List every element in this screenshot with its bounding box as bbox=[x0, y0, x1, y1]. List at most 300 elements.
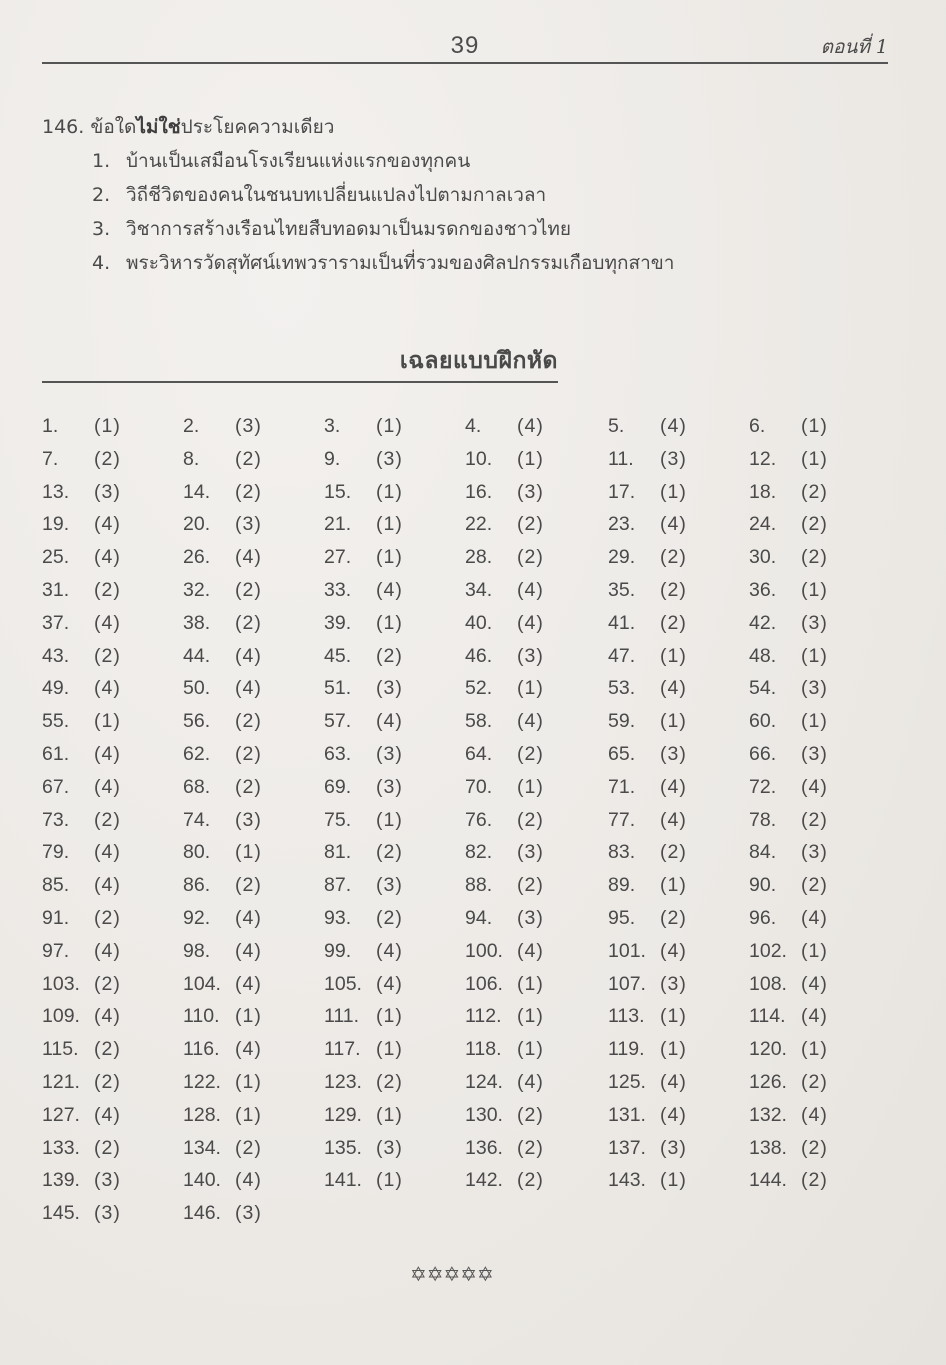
answer-item bbox=[608, 1038, 749, 1071]
answer-choice: (4) bbox=[801, 972, 828, 995]
answer-choice: (4) bbox=[94, 742, 121, 765]
answer-item bbox=[749, 940, 890, 973]
answer-choice: (1) bbox=[801, 415, 828, 437]
answer-question-number: 15. bbox=[324, 480, 352, 503]
answer-question-number: 79. bbox=[42, 841, 70, 864]
answer-item bbox=[608, 940, 749, 973]
answer-choice: (2) bbox=[517, 546, 544, 569]
answer-item bbox=[324, 1137, 465, 1170]
answer-item bbox=[749, 448, 890, 481]
answer-choice: (4) bbox=[660, 775, 687, 798]
answer-question-number: 20. bbox=[183, 513, 211, 536]
answer-choice: (4) bbox=[660, 1070, 687, 1093]
answer-item bbox=[42, 776, 183, 809]
answer-choice: (2) bbox=[801, 513, 828, 536]
answer-choice: (3) bbox=[94, 1202, 121, 1225]
choice-list bbox=[42, 144, 802, 280]
answer-item bbox=[183, 710, 324, 743]
answer-item bbox=[465, 973, 608, 1006]
answer-choice: (1) bbox=[517, 972, 544, 995]
answer-item bbox=[183, 776, 324, 809]
answer-question-number: 10. bbox=[465, 447, 493, 470]
answer-item bbox=[465, 809, 608, 842]
answer-question-number: 91. bbox=[42, 906, 70, 929]
answer-question-number: 69. bbox=[324, 775, 352, 798]
answer-choice: (2) bbox=[517, 1169, 544, 1192]
answer-item bbox=[749, 645, 890, 678]
answer-question-number: 46. bbox=[465, 644, 493, 667]
answer-choice: (2) bbox=[517, 513, 544, 536]
answer-item bbox=[324, 874, 465, 907]
choice-number: 3. bbox=[92, 218, 111, 240]
answer-item bbox=[608, 612, 749, 645]
answer-choice: (1) bbox=[235, 841, 262, 864]
answer-question-number: 112. bbox=[465, 1005, 502, 1028]
answer-item bbox=[324, 1038, 465, 1071]
answer-item bbox=[608, 743, 749, 776]
answer-question-number: 121. bbox=[42, 1070, 80, 1093]
answer-choice: (4) bbox=[235, 939, 262, 962]
answer-item bbox=[465, 1104, 608, 1137]
answer-item bbox=[183, 448, 324, 481]
choice-1 bbox=[42, 144, 802, 178]
answer-choice: (2) bbox=[94, 1136, 121, 1159]
answer-question-number: 122. bbox=[183, 1070, 221, 1093]
answer-item bbox=[42, 481, 183, 514]
answer-question-number: 87. bbox=[324, 874, 352, 897]
answer-question-number: 108. bbox=[749, 972, 787, 995]
answer-item bbox=[183, 907, 324, 940]
answer-question-number: 27. bbox=[324, 546, 352, 569]
answer-item bbox=[324, 677, 465, 710]
answer-choice: (2) bbox=[517, 808, 544, 831]
answer-choice: (2) bbox=[517, 1103, 544, 1126]
answer-choice: (1) bbox=[801, 578, 828, 601]
answer-item bbox=[183, 546, 324, 579]
answer-item bbox=[465, 677, 608, 710]
answer-choice: (2) bbox=[660, 841, 687, 864]
answer-choice: (1) bbox=[517, 775, 544, 798]
answer-question-number: 59. bbox=[608, 710, 636, 733]
answer-choice: (2) bbox=[235, 742, 262, 765]
answer-choice: (4) bbox=[660, 677, 687, 700]
answer-item bbox=[42, 710, 183, 743]
answer-item bbox=[749, 1071, 890, 1104]
answer-question-number: 106. bbox=[465, 972, 503, 995]
answer-choice: (2) bbox=[517, 1136, 544, 1159]
answer-choice: (1) bbox=[660, 1005, 687, 1028]
answer-item bbox=[42, 973, 183, 1006]
answer-item bbox=[608, 776, 749, 809]
choice-text: วิถีชีวิตของคนในชนบทเปลี่ยนแปลงไปตามกาลเวลา bbox=[126, 184, 547, 206]
answer-item bbox=[608, 1169, 749, 1202]
answer-question-number: 97. bbox=[42, 939, 70, 962]
answer-item bbox=[183, 1005, 324, 1038]
answer-question-number: 50. bbox=[183, 677, 211, 700]
answer-choice: (4) bbox=[94, 1005, 121, 1028]
answer-item bbox=[465, 907, 608, 940]
answer-question-number: 143. bbox=[608, 1169, 646, 1192]
answer-choice: (1) bbox=[94, 710, 121, 733]
answer-item bbox=[324, 776, 465, 809]
answer-question-number: 22. bbox=[465, 513, 493, 536]
answer-choice: (2) bbox=[801, 1136, 828, 1159]
answer-item bbox=[324, 809, 465, 842]
answer-question-number: 68. bbox=[183, 775, 211, 798]
answer-question-number: 107. bbox=[608, 972, 646, 995]
answer-question-number: 14. bbox=[183, 480, 211, 503]
answer-choice: (3) bbox=[801, 841, 828, 864]
section-label: ตอนที่ 1 bbox=[820, 36, 888, 58]
answer-choice: (4) bbox=[517, 939, 544, 962]
answer-item bbox=[42, 874, 183, 907]
answer-item bbox=[465, 1038, 608, 1071]
answer-question-number: 144. bbox=[749, 1169, 787, 1192]
answer-choice: (1) bbox=[660, 874, 687, 897]
answer-choice: (3) bbox=[517, 906, 544, 929]
choice-number: 4. bbox=[92, 252, 111, 274]
answer-choice: (3) bbox=[235, 1202, 262, 1225]
answer-question-number: 40. bbox=[465, 611, 493, 634]
answer-choice: (1) bbox=[235, 1070, 262, 1093]
answer-question-number: 86. bbox=[183, 874, 211, 897]
answer-question-number: 37. bbox=[42, 611, 70, 634]
answer-choice: (1) bbox=[517, 1038, 544, 1061]
answer-item bbox=[465, 710, 608, 743]
answer-item bbox=[749, 1137, 890, 1170]
answer-choice: (1) bbox=[376, 611, 403, 634]
answer-choice: (4) bbox=[94, 841, 121, 864]
answer-item bbox=[183, 809, 324, 842]
answer-choice: (4) bbox=[94, 939, 121, 962]
answer-choice: (3) bbox=[660, 447, 687, 470]
answer-item bbox=[42, 645, 183, 678]
answer-question-number: 23. bbox=[608, 513, 636, 536]
answer-item bbox=[42, 448, 183, 481]
answer-question-number: 53. bbox=[608, 677, 636, 700]
answer-question-number: 41. bbox=[608, 611, 636, 634]
answer-question-number: 111. bbox=[324, 1005, 360, 1028]
answer-question-number: 38. bbox=[183, 611, 211, 634]
answer-choice: (3) bbox=[235, 808, 262, 831]
answer-choice: (3) bbox=[235, 415, 262, 437]
answer-question-number: 74. bbox=[183, 808, 211, 831]
answer-question-number: 88. bbox=[465, 874, 493, 897]
answer-item bbox=[42, 907, 183, 940]
answer-question-number: 36. bbox=[749, 578, 777, 601]
answer-question-number: 18. bbox=[749, 480, 777, 503]
answer-question-number: 100. bbox=[465, 939, 503, 962]
answer-choice: (2) bbox=[801, 808, 828, 831]
answer-item bbox=[608, 907, 749, 940]
answer-question-number: 70. bbox=[465, 775, 493, 798]
answer-item bbox=[749, 743, 890, 776]
answer-question-number: 11. bbox=[608, 447, 634, 470]
answer-item bbox=[465, 415, 608, 448]
answer-item bbox=[749, 1005, 890, 1038]
answer-choice: (3) bbox=[376, 447, 403, 470]
choice-text: บ้านเป็นเสมือนโรงเรียนแห่งแรกของทุกคน bbox=[126, 150, 471, 172]
answer-item bbox=[324, 1071, 465, 1104]
answer-choice: (2) bbox=[660, 906, 687, 929]
answer-question-number: 99. bbox=[324, 939, 352, 962]
answer-item bbox=[608, 546, 749, 579]
answer-choice: (1) bbox=[376, 513, 403, 536]
answer-choice: (4) bbox=[235, 1038, 262, 1061]
answer-choice: (2) bbox=[517, 874, 544, 897]
answer-item bbox=[324, 579, 465, 612]
answer-item bbox=[465, 612, 608, 645]
answer-question-number: 49. bbox=[42, 677, 70, 700]
answer-choice: (3) bbox=[517, 480, 544, 503]
answer-choice: (4) bbox=[376, 972, 403, 995]
answer-choice: (2) bbox=[660, 578, 687, 601]
answer-choice: (1) bbox=[517, 1005, 544, 1028]
answer-choice: (3) bbox=[660, 972, 687, 995]
answer-choice: (4) bbox=[660, 513, 687, 536]
answer-question-number: 133. bbox=[42, 1136, 80, 1159]
answer-question-number: 61. bbox=[42, 742, 70, 765]
answer-item bbox=[324, 1169, 465, 1202]
answer-item bbox=[465, 1169, 608, 1202]
answer-choice: (1) bbox=[801, 644, 828, 667]
answer-question-number: 71. bbox=[608, 775, 636, 798]
answer-choice: (4) bbox=[517, 1070, 544, 1093]
answer-item bbox=[183, 1137, 324, 1170]
answer-choice: (1) bbox=[517, 447, 544, 470]
answer-question-number: 129. bbox=[324, 1103, 362, 1126]
answer-question-number: 84. bbox=[749, 841, 777, 864]
answer-choice: (4) bbox=[376, 710, 403, 733]
answer-item bbox=[749, 874, 890, 907]
answer-item bbox=[749, 1169, 890, 1202]
answer-choice: (4) bbox=[235, 644, 262, 667]
answer-item bbox=[608, 448, 749, 481]
answer-choice: (2) bbox=[235, 874, 262, 897]
answer-question-number: 29. bbox=[608, 546, 636, 569]
answer-choice: (4) bbox=[801, 1103, 828, 1126]
answer-choice: (4) bbox=[94, 513, 121, 536]
answer-choice: (4) bbox=[235, 546, 262, 569]
answer-question-number: 17. bbox=[608, 480, 636, 503]
answer-question-number: 57. bbox=[324, 710, 352, 733]
answer-choice: (1) bbox=[376, 546, 403, 569]
answer-question-number: 136. bbox=[465, 1136, 503, 1159]
answer-choice: (1) bbox=[376, 1038, 403, 1061]
answer-question-number: 135. bbox=[324, 1136, 362, 1159]
answer-item bbox=[324, 645, 465, 678]
answer-question-number: 34. bbox=[465, 578, 493, 601]
answer-item bbox=[42, 743, 183, 776]
answer-choice: (2) bbox=[235, 611, 262, 634]
answer-choice: (3) bbox=[94, 1169, 121, 1192]
answer-question-number: 35. bbox=[608, 578, 636, 601]
answer-question-number: 145. bbox=[42, 1202, 80, 1225]
answer-question-number: 62. bbox=[183, 742, 211, 765]
answer-question-number: 6. bbox=[749, 415, 766, 437]
answer-item bbox=[42, 1038, 183, 1071]
answer-choice: (3) bbox=[94, 480, 121, 503]
answer-choice: (2) bbox=[94, 1070, 121, 1093]
answer-choice: (1) bbox=[660, 1038, 687, 1061]
question-stem bbox=[42, 110, 802, 144]
answer-question-number: 125. bbox=[608, 1070, 646, 1093]
answer-choice: (1) bbox=[376, 1005, 403, 1028]
answer-question-number: 76. bbox=[465, 808, 493, 831]
answer-item bbox=[183, 1038, 324, 1071]
answer-question-number: 66. bbox=[749, 742, 777, 765]
answer-key-title-underline bbox=[42, 381, 558, 383]
answer-choice: (2) bbox=[376, 906, 403, 929]
answer-item bbox=[465, 940, 608, 973]
answer-choice: (3) bbox=[660, 742, 687, 765]
answer-item bbox=[608, 710, 749, 743]
answer-question-number: 4. bbox=[465, 415, 482, 437]
answer-question-number: 1. bbox=[42, 415, 59, 437]
answer-question-number: 16. bbox=[465, 480, 493, 503]
answer-item bbox=[465, 513, 608, 546]
answer-choice: (2) bbox=[660, 546, 687, 569]
answer-choice: (3) bbox=[517, 841, 544, 864]
choice-2 bbox=[42, 178, 802, 212]
answer-choice: (3) bbox=[376, 775, 403, 798]
answer-item bbox=[183, 1104, 324, 1137]
answer-item bbox=[465, 1137, 608, 1170]
answer-item bbox=[608, 579, 749, 612]
answer-question-number: 63. bbox=[324, 742, 352, 765]
answer-question-number: 130. bbox=[465, 1103, 503, 1126]
choice-number: 1. bbox=[92, 150, 111, 172]
answer-choice: (2) bbox=[801, 546, 828, 569]
answer-question-number: 52. bbox=[465, 677, 493, 700]
answer-question-number: 120. bbox=[749, 1038, 787, 1061]
answer-choice: (1) bbox=[376, 480, 403, 503]
answer-question-number: 9. bbox=[324, 447, 341, 470]
answer-question-number: 113. bbox=[608, 1005, 645, 1028]
answer-question-number: 78. bbox=[749, 808, 777, 831]
answer-question-number: 67. bbox=[42, 775, 70, 798]
answer-choice: (2) bbox=[801, 480, 828, 503]
answer-question-number: 77. bbox=[608, 808, 636, 831]
answer-question-number: 72. bbox=[749, 775, 777, 798]
answer-question-number: 89. bbox=[608, 874, 636, 897]
answer-item bbox=[465, 743, 608, 776]
answer-item bbox=[183, 940, 324, 973]
answer-choice: (1) bbox=[376, 1169, 403, 1192]
choice-text: พระวิหารวัดสุทัศน์เทพวรารามเป็นที่รวมของศิลปกรรมเกือบทุกสาขา bbox=[126, 252, 675, 274]
answer-question-number: 126. bbox=[749, 1070, 787, 1093]
answer-question-number: 102. bbox=[749, 939, 787, 962]
answer-item bbox=[42, 1005, 183, 1038]
answer-choice: (1) bbox=[517, 677, 544, 700]
answer-choice: (1) bbox=[235, 1005, 262, 1028]
answer-item bbox=[465, 481, 608, 514]
answer-question-number: 123. bbox=[324, 1070, 362, 1093]
answer-item bbox=[749, 415, 890, 448]
answer-choice: (3) bbox=[376, 1136, 403, 1159]
answer-choice: (1) bbox=[376, 808, 403, 831]
answer-item bbox=[749, 513, 890, 546]
answer-choice: (4) bbox=[235, 677, 262, 700]
answer-choice: (4) bbox=[517, 710, 544, 733]
answer-question-number: 104. bbox=[183, 972, 221, 995]
answer-question-number: 60. bbox=[749, 710, 777, 733]
answer-item bbox=[749, 612, 890, 645]
answer-item bbox=[324, 940, 465, 973]
answer-choice: (3) bbox=[235, 513, 262, 536]
answer-question-number: 96. bbox=[749, 906, 777, 929]
answer-item bbox=[324, 973, 465, 1006]
answer-item bbox=[183, 1071, 324, 1104]
answer-question-number: 58. bbox=[465, 710, 493, 733]
answer-question-number: 118. bbox=[465, 1038, 502, 1061]
answer-question-number: 42. bbox=[749, 611, 777, 634]
answer-item bbox=[324, 710, 465, 743]
answer-question-number: 21. bbox=[324, 513, 352, 536]
answer-choice: (2) bbox=[660, 611, 687, 634]
answer-item bbox=[749, 481, 890, 514]
answer-item bbox=[324, 546, 465, 579]
answer-item bbox=[42, 1137, 183, 1170]
answer-choice: (4) bbox=[517, 415, 544, 437]
answer-item bbox=[324, 1005, 465, 1038]
answer-choice: (1) bbox=[660, 480, 687, 503]
answer-question-number: 54. bbox=[749, 677, 777, 700]
answer-item bbox=[749, 1038, 890, 1071]
answer-item bbox=[749, 677, 890, 710]
answer-choice: (3) bbox=[376, 874, 403, 897]
answer-item bbox=[608, 973, 749, 1006]
answer-choice: (2) bbox=[376, 841, 403, 864]
answer-question-number: 141. bbox=[324, 1169, 362, 1192]
answer-question-number: 19. bbox=[42, 513, 70, 536]
answer-choice: (3) bbox=[660, 1136, 687, 1159]
answer-question-number: 146. bbox=[183, 1202, 221, 1225]
answer-choice: (4) bbox=[517, 611, 544, 634]
answer-choice: (1) bbox=[660, 710, 687, 733]
answer-choice: (2) bbox=[801, 1070, 828, 1093]
answer-question-number: 109. bbox=[42, 1005, 80, 1028]
answer-question-number: 43. bbox=[42, 644, 70, 667]
answer-question-number: 26. bbox=[183, 546, 211, 569]
answer-question-number: 132. bbox=[749, 1103, 787, 1126]
answer-item bbox=[465, 546, 608, 579]
answer-item bbox=[324, 481, 465, 514]
answer-item bbox=[42, 1071, 183, 1104]
answer-question-number: 56. bbox=[183, 710, 211, 733]
answer-choice: (4) bbox=[801, 906, 828, 929]
answer-question-number: 93. bbox=[324, 906, 352, 929]
answer-item bbox=[183, 415, 324, 448]
answer-choice: (2) bbox=[801, 1169, 828, 1192]
answer-item bbox=[749, 973, 890, 1006]
answer-item bbox=[324, 448, 465, 481]
answer-question-number: 119. bbox=[608, 1038, 645, 1061]
answer-question-number: 32. bbox=[183, 578, 211, 601]
answer-item bbox=[465, 776, 608, 809]
page-number: 39 bbox=[450, 32, 480, 59]
answer-choice: (2) bbox=[801, 874, 828, 897]
answer-question-number: 94. bbox=[465, 906, 493, 929]
answer-item bbox=[749, 776, 890, 809]
answer-choice: (1) bbox=[376, 1103, 403, 1126]
answer-choice: (1) bbox=[801, 1038, 828, 1061]
answer-item bbox=[183, 579, 324, 612]
answer-item bbox=[183, 612, 324, 645]
answer-item bbox=[324, 743, 465, 776]
answer-question-number: 103. bbox=[42, 972, 80, 995]
answer-choice: (4) bbox=[801, 775, 828, 798]
